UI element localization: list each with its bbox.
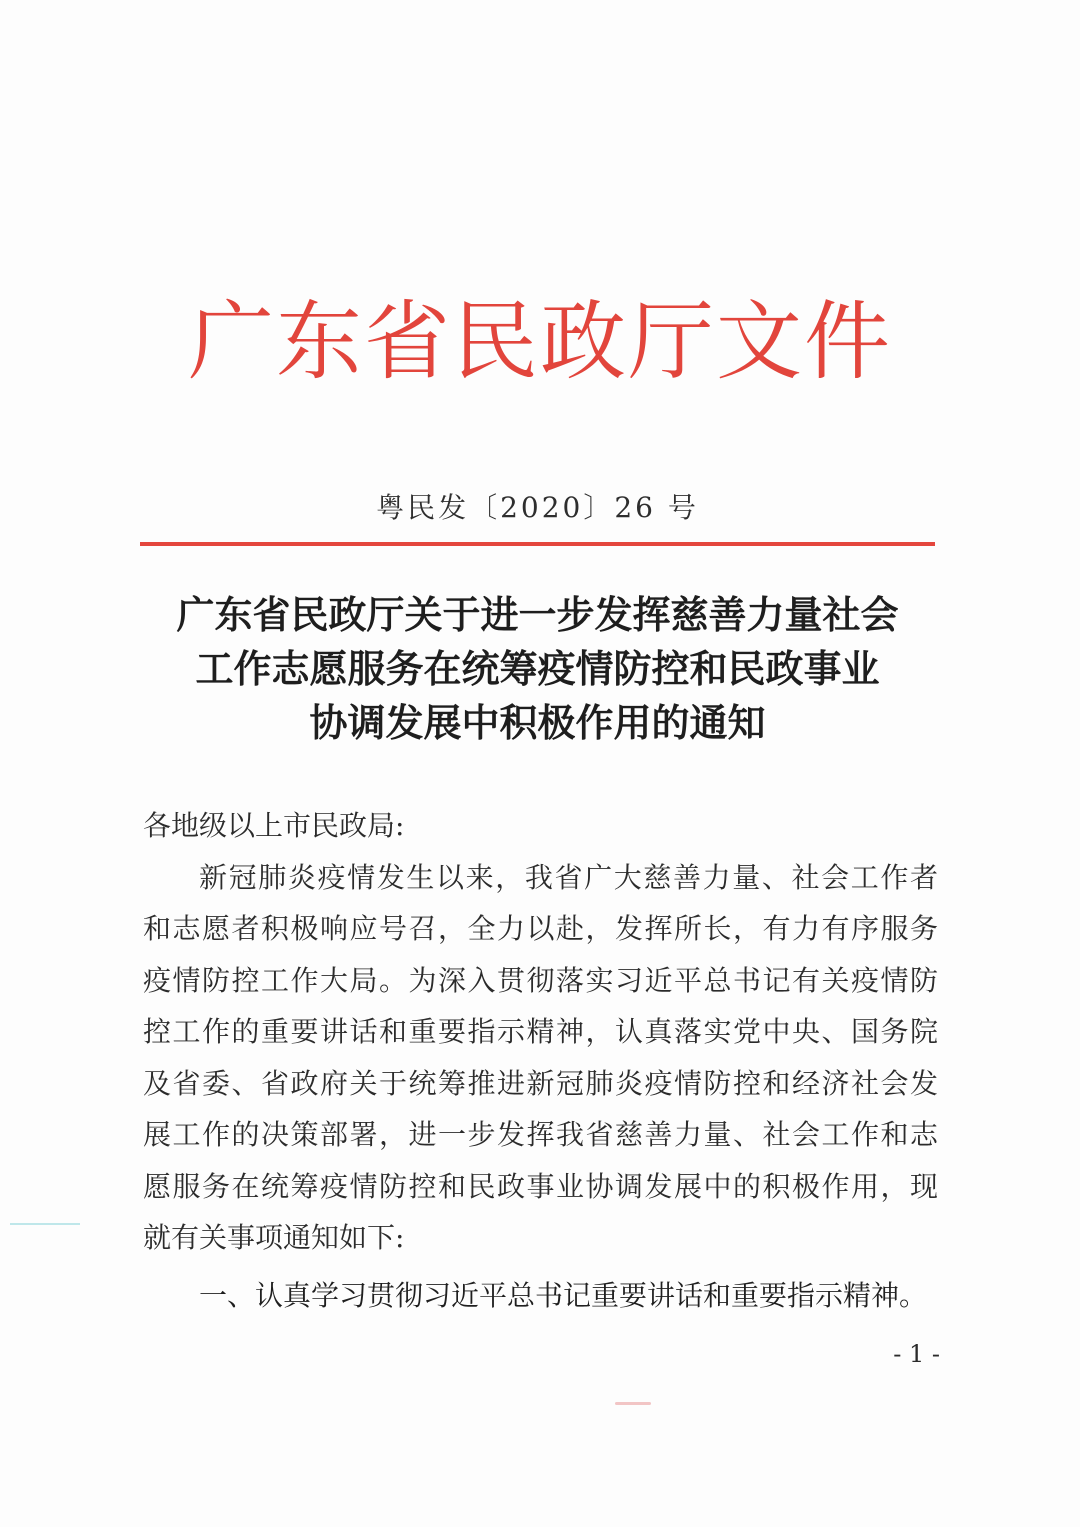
red-divider-rule [140, 542, 935, 546]
addressee: 各地级以上市民政局: [143, 809, 405, 842]
paragraph-line: 就有关事项通知如下: [143, 1221, 405, 1254]
paragraph-line: 展工作的决策部署，进一步发挥我省慈善力量、社会工作和志 [143, 1118, 938, 1151]
paragraph-line: 和志愿者积极响应号召，全力以赴，发挥所长，有力有序服务 [143, 912, 938, 945]
document-number: 粤民发〔2020〕26 号 [376, 491, 699, 524]
paragraph-line: 控工作的重要讲话和重要指示精神，认真落实党中央、国务院 [143, 1015, 938, 1048]
scan-artifact-line [10, 1223, 80, 1225]
paragraph-line: 新冠肺炎疫情发生以来，我省广大慈善力量、社会工作者 [199, 860, 938, 894]
section-heading-1: 一、认真学习贯彻习近平总书记重要讲话和重要指示精神。 [199, 1279, 928, 1312]
page-number: - 1 - [893, 1340, 940, 1368]
paragraph-line: 疫情防控工作大局。为深入贯彻落实习近平总书记有关疫情防 [143, 963, 938, 997]
title-line: 工作志愿服务在统筹疫情防控和民政事业 [195, 647, 880, 691]
title-line: 协调发展中积极作用的通知 [309, 701, 766, 745]
paragraph-line: 愿服务在统筹疫情防控和民政事业协调发展中的积极作用，现 [143, 1169, 938, 1203]
red-header-title: 广东省民政厅文件 [188, 292, 892, 392]
title-line: 广东省民政厅关于进一步发挥慈善力量社会 [176, 593, 899, 637]
scan-artifact-mark [615, 1402, 651, 1405]
document-body [143, 800, 938, 1264]
paragraph-line: 及省委、省政府关于统筹推进新冠肺炎疫情防控和经济社会发 [143, 1066, 938, 1100]
document-title [140, 588, 935, 750]
